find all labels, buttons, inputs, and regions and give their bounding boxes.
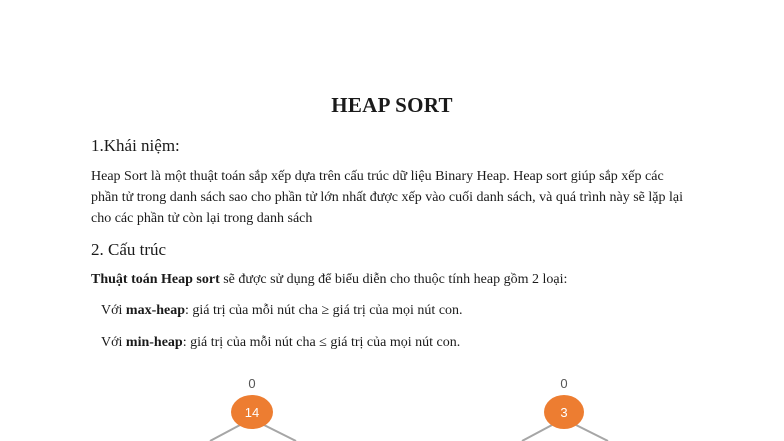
min-heap-tree — [522, 376, 608, 441]
max-heap-tree — [210, 376, 296, 441]
bullet-prefix: Với — [101, 303, 126, 318]
document-title: HEAP SORT — [331, 93, 453, 117]
bullet-text: : giá trị của mỗi nút cha ≥ giá trị của mọi nút con. — [185, 303, 463, 318]
min-heap-root-value: 3 — [560, 405, 568, 420]
section-2-heading: 2. Cấu trúc — [91, 240, 167, 259]
max-heap-root-index: 0 — [248, 376, 256, 391]
bullet-text: : giá trị của mỗi nút cha ≤ giá trị của mọi nút con. — [182, 335, 461, 350]
max-heap-left-edge — [210, 425, 240, 441]
min-heap-right-edge — [576, 425, 608, 441]
section-1-paragraph: Heap Sort là một thuật toán sắp xếp dựa trên cấu trúc dữ liệu Binary Heap. Heap sort giúp sắp xếp các phần tử trong danh sách sao cho phần tử lớn nhất được xếp vào cuối danh sách, và quá trình này sẽ lặp lại cho các phần tử còn lại trong danh sách — [91, 169, 683, 226]
min-heap-left-edge — [522, 425, 552, 441]
max-heap-root-value: 14 — [244, 405, 260, 420]
bullet-term: max-heap — [125, 303, 186, 318]
min-heap-root-index: 0 — [560, 376, 568, 391]
section-1-heading: 1.Khái niệm: — [91, 136, 180, 155]
max-heap-right-edge — [264, 425, 296, 441]
intro-text: sẽ được sử dụng để biểu diễn cho thuộc tính heap gồm 2 loại: — [219, 272, 568, 287]
intro-bold-text: Thuật toán Heap sort — [91, 272, 220, 287]
bullet-prefix: Với — [101, 335, 126, 350]
bullet-term: min-heap — [125, 335, 183, 350]
